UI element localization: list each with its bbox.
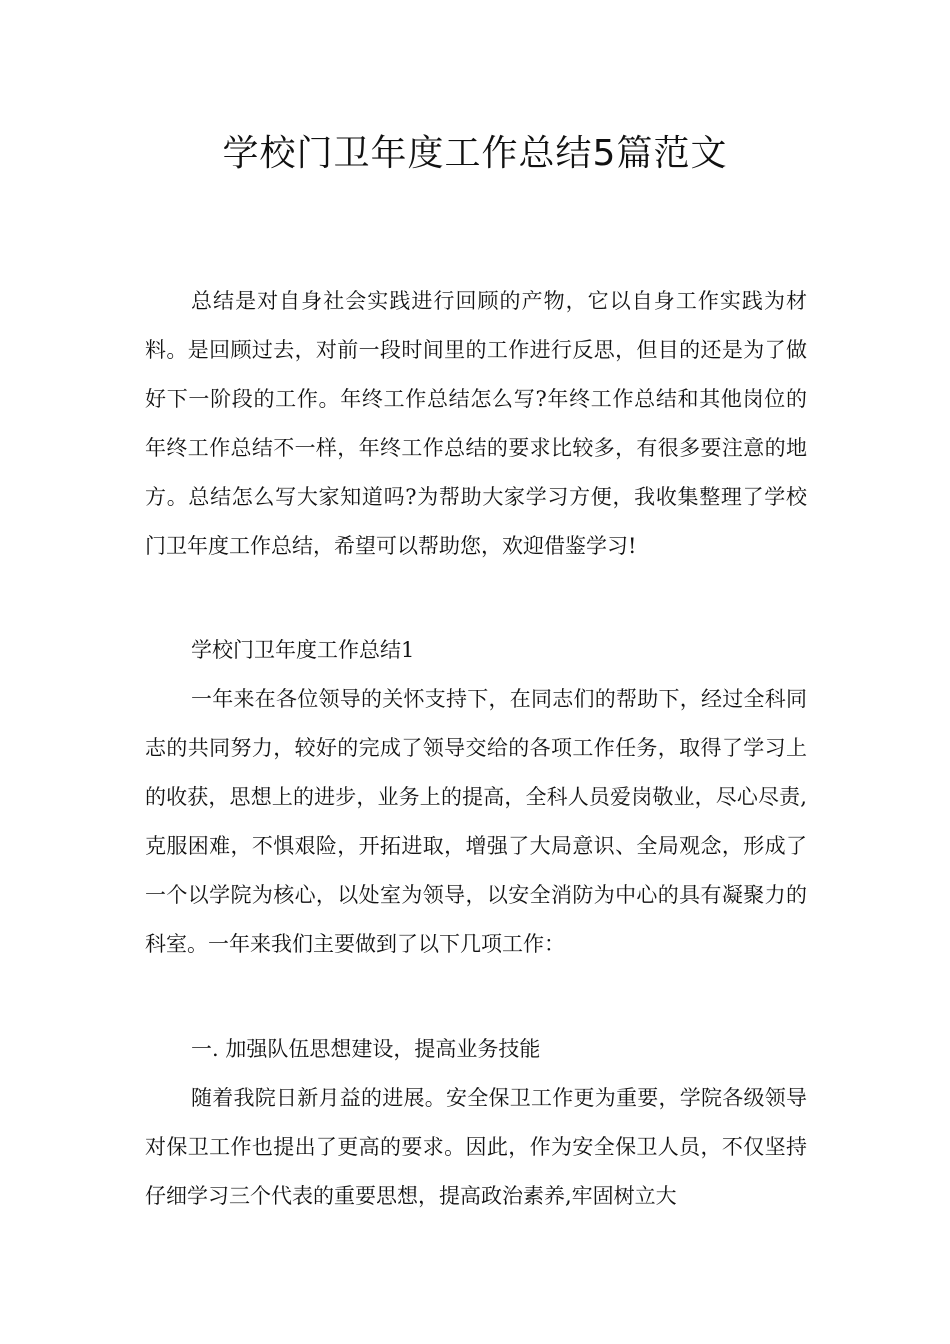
section-paragraph: 一年来在各位领导的关怀支持下，在同志们的帮助下，经过全科同志的共同努力，较好的完成了领导交给的各项工作任务，取得了学习上的收获，思想上的进步，业务上的提高，全科人员爱岗敬业，尽心尽责,克服困难，不惧艰险，开拓进取，增强了大局意识、全局观念，形成了一个以学院为核心，以处室为领导，以安全消防为中心的具有凝聚力的科室。一年来我们主要做到了以下几项工作： xyxy=(145,687,807,956)
section-heading: 学校门卫年度工作总结1 xyxy=(191,638,415,662)
document-title: 学校门卫年度工作总结5篇范文 xyxy=(222,133,728,174)
sub-paragraph: 随着我院日新月益的进展。安全保卫工作更为重要，学院各级领导对保卫工作也提出了更高的要求。因此，作为安全保卫人员，不仅坚持仔细学习三个代表的重要思想，提高政治素养,牢固树立大 xyxy=(145,1086,807,1208)
intro-paragraph: 总结是对自身社会实践进行回顾的产物，它以自身工作实践为材料。是回顾过去，对前一段时间里的工作进行反思，但目的还是为了做好下一阶段的工作。年终工作总结怎么写?年终工作总结和其他岗位的年终工作总结不一样，年终工作总结的要求比较多，有很多要注意的地方。总结怎么写大家知道吗?为帮助大家学习方便，我收集整理了学校门卫年度工作总结，希望可以帮助您，欢迎借鉴学习! xyxy=(145,289,807,558)
subheading: 一. 加强队伍思想建设，提高业务技能 xyxy=(191,1037,541,1061)
